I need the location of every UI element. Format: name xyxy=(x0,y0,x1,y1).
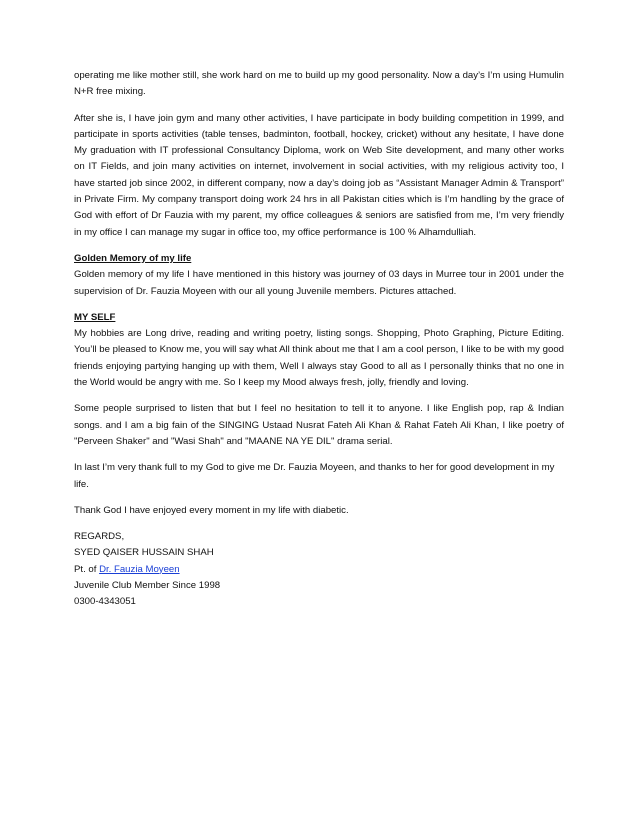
continuation-paragraph: operating me like mother still, she work hard on me to build up my good personality. Now a day’s I’m using Humulin N+R free mixing. xyxy=(74,70,564,98)
music-paragraph: Some people surprised to listen that but I feel no hesitation to tell it to anyone. I like English pop, rap & Indian songs. and I am a big fain of the SINGING Ustaad Nusrat Fateh Ali Khan & Rahat Fateh Ali Khan, I like poetry of "Perveen Shaker" and "Wasi Shah" and "MAANE NA YE DIL" drama serial. xyxy=(74,403,564,447)
signer-name: SYED QAISER HUSSAIN SHAH xyxy=(74,547,214,559)
signature-block xyxy=(74,529,564,610)
patient-of-prefix: Pt. of xyxy=(74,563,100,575)
club-membership-line: Juvenile Club Member Since 1998 xyxy=(74,580,221,592)
my-self-heading: MY SELF xyxy=(74,311,116,323)
golden-memory-paragraph: Golden memory of my life I have mentioned in this history was journey of 03 days in Murree tour in 2001 under the supervision of Dr. Fauzia Moyeen with our all young Juvenile members. Pictures attached. xyxy=(74,269,564,297)
regards-line: REGARDS, xyxy=(74,531,125,543)
document-body xyxy=(74,68,564,611)
doctor-link[interactable]: Dr. Fauzia Moyeen xyxy=(99,563,180,575)
golden-memory-heading: Golden Memory of my life xyxy=(74,252,192,264)
phone-number: 0300-4343051 xyxy=(74,596,136,608)
patient-of-line xyxy=(74,562,564,578)
thankful-paragraph: In last I’m very thank full to my God to give me Dr. Fauzia Moyeen, and thanks to her for good development in my life. xyxy=(74,462,555,490)
my-self-paragraph: My hobbies are Long drive, reading and writing poetry, listing songs. Shopping, Photo Graphing, Picture Editing. You’ll be pleased to Know me, you will say what All think about me that I am a cool person, I like to be with my good friends enjoying partying hanging up with them, Well I always stay Good to all as I personally thinks that no one in the World would be angry with me. So I keep my Mood always fresh, jolly, friendly and loving. xyxy=(74,328,564,389)
thank-god-paragraph: Thank God I have enjoyed every moment in my life with diabetic. xyxy=(74,504,349,516)
activities-paragraph: After she is, I have join gym and many other activities, I have participate in body building competition in 1999, and participate in sports activities (table tenses, badminton, football, hockey, cricket) without any hesitate, I have done My graduation with IT professional Consultancy Diploma, work on Web Site development, and many other works on IT Fields, and join many activities on internet, involvement in social activities, with my religious activity too, I have started job since 2002, in different company, now a day’s doing job as “Assistant Manager Admin & Transport” in Private Firm. My company transport doing work 24 hrs in all Pakistan cities which is I’m handling by the grace of God with effort of Dr Fauzia with my parent, my office colleagues & seniors are satisfied from me, I’m very friendly in my office I can manage my sugar in office too, my office performance is 100 % Alhamdulliah. xyxy=(74,112,564,238)
